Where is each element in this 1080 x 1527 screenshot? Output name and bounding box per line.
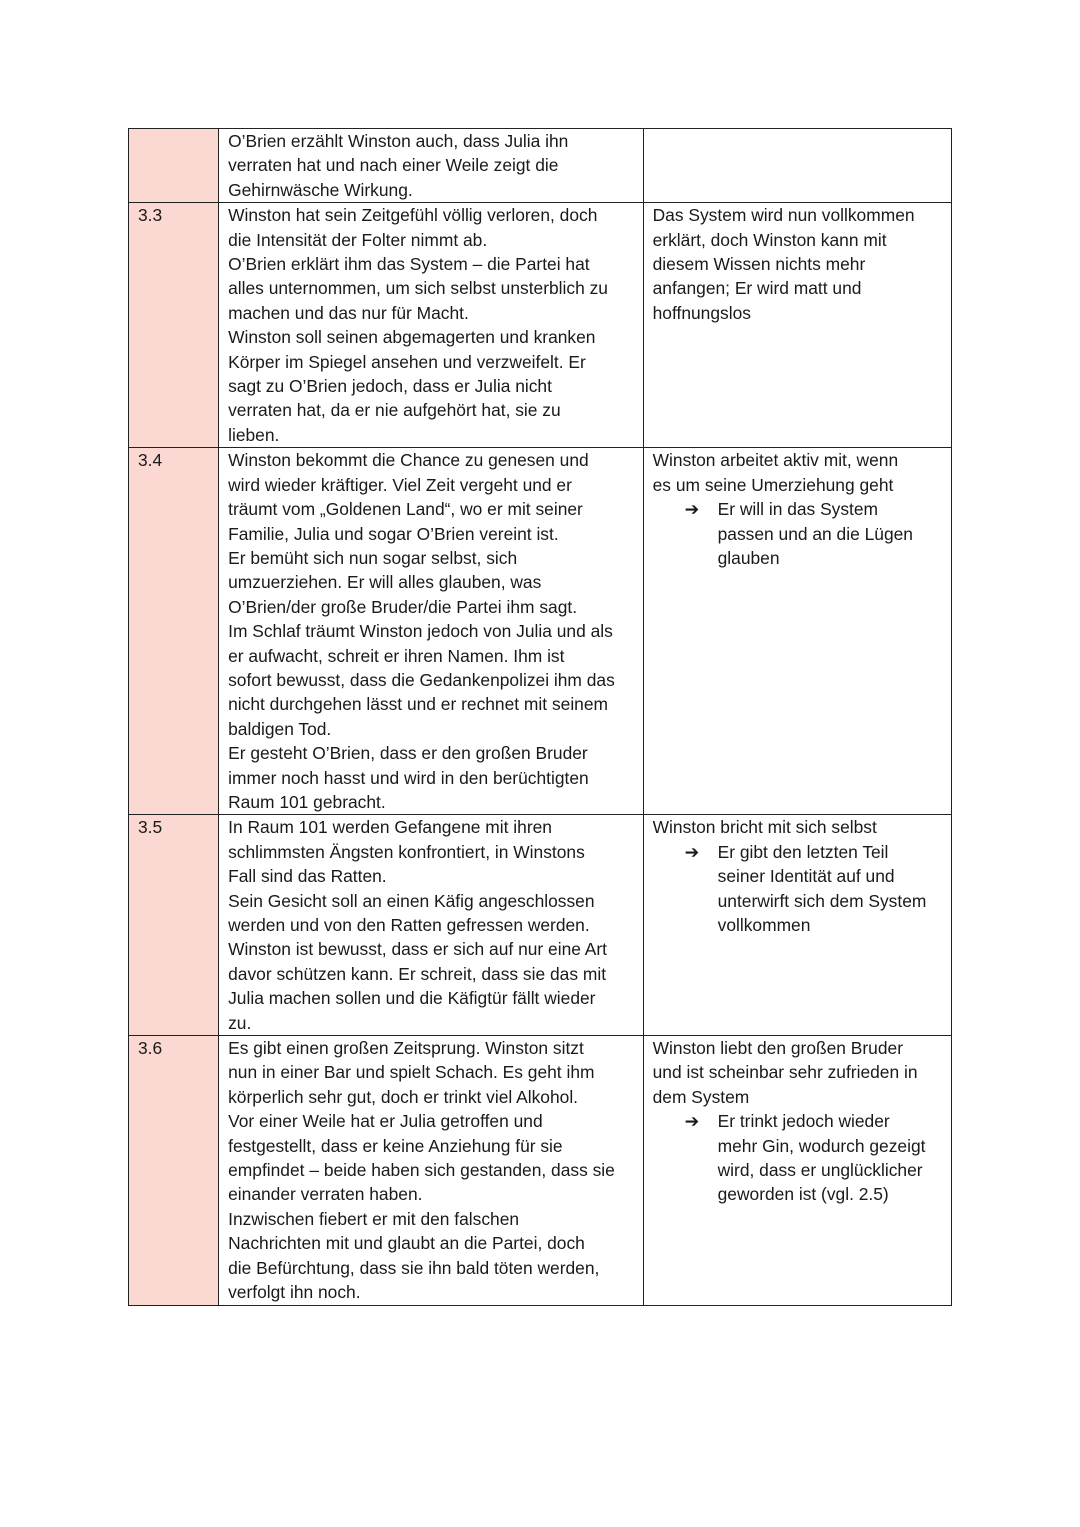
summary-line: verraten hat, da er nie aufgehört hat, sie zu (228, 400, 561, 421)
arrow-bullet-line: glauben (717, 547, 780, 568)
analysis-line: diesem Wissen nichts mehr (652, 254, 866, 275)
table-row (129, 815, 952, 1036)
chapter-number: 3.4 (138, 450, 163, 471)
arrow-bullet-line: geworden ist (vgl. 2.5) (717, 1184, 889, 1205)
analysis-line: Winston bricht mit sich selbst (652, 817, 877, 838)
summary-line: Im Schlaf träumt Winston jedoch von Julia und als (228, 621, 613, 642)
arrow-bullet-text (718, 1109, 926, 1207)
analysis-line: und ist scheinbar sehr zufrieden in (652, 1062, 918, 1083)
summary-table (128, 128, 952, 1306)
summary-line: machen und das nur für Macht. (228, 302, 469, 323)
chapter-number-cell (129, 1036, 219, 1305)
summary-line: verfolgt ihn noch. (228, 1282, 361, 1303)
summary-line: die Befürchtung, dass sie ihn bald töten werden, (228, 1257, 600, 1278)
summary-line: Raum 101 gebracht. (228, 791, 386, 812)
summary-line: Er gesteht O’Brien, dass er den großen Bruder (228, 743, 588, 764)
summary-line: davor schützen kann. Er schreit, dass sie das mit (228, 963, 607, 984)
analysis-line: erklärt, doch Winston kann mit (652, 229, 887, 250)
summary-line: Vor einer Weile hat er Julia getroffen und (228, 1111, 543, 1132)
summary-line: körperlich sehr gut, doch er trinkt viel Alkohol. (228, 1086, 579, 1107)
summary-cell (219, 448, 644, 815)
summary-line: O’Brien erklärt ihm das System – die Partei hat (228, 254, 590, 275)
arrow-bullet-line: unterwirft sich dem System (717, 890, 927, 911)
arrow-bullet-line: vollkommen (717, 915, 811, 935)
analysis-line: es um seine Umerziehung geht (652, 474, 894, 495)
summary-line: sagt zu O’Brien jedoch, dass er Julia nicht (228, 376, 552, 397)
arrow-bullet (685, 840, 943, 938)
table-row (129, 203, 952, 448)
summary-line: festgestellt, dass er keine Anziehung für sie (228, 1135, 563, 1156)
summary-line: immer noch hasst und wird in den berüchtigten (228, 767, 589, 788)
summary-line: Winston soll seinen abgemagerten und kranken (228, 327, 596, 348)
analysis-line: dem System (652, 1086, 750, 1107)
arrow-bullet-text (718, 497, 913, 570)
analysis-cell (643, 815, 951, 1036)
summary-line: Winston bekommt die Chance zu genesen und (228, 450, 589, 471)
summary-line: In Raum 101 werden Gefangene mit ihren (228, 817, 552, 838)
analysis-line: Winston arbeitet aktiv mit, wenn (652, 450, 899, 471)
chapter-number: 3.6 (138, 1038, 163, 1059)
summary-line: Er bemüht sich nun sogar selbst, sich (228, 547, 518, 568)
chapter-number: 3.5 (138, 817, 163, 838)
summary-cell (219, 815, 644, 1036)
summary-line: einander verraten haben. (228, 1184, 423, 1205)
summary-line: Familie, Julia und sogar O’Brien vereint ist. (228, 523, 559, 544)
right-arrow-icon: ➔ (684, 499, 700, 520)
summary-cell (219, 1036, 644, 1305)
summary-line: verraten hat und nach einer Weile zeigt die (228, 155, 559, 176)
summary-line: Es gibt einen großen Zeitsprung. Winston sitzt (228, 1038, 584, 1059)
chapter-number-cell (129, 448, 219, 815)
summary-line: nun in einer Bar und spielt Schach. Es geht ihm (228, 1062, 595, 1083)
summary-cell (219, 203, 644, 448)
analysis-cell (643, 1036, 951, 1305)
summary-line: wird wieder kräftiger. Viel Zeit vergeht und er (228, 474, 572, 495)
arrow-bullet-line: mehr Gin, wodurch gezeigt (717, 1135, 926, 1156)
analysis-cell (643, 203, 951, 448)
summary-line: zu. (228, 1012, 252, 1033)
summary-line: umzuerziehen. Er will alles glauben, was (228, 572, 542, 593)
chapter-number-cell (129, 815, 219, 1036)
summary-line: die Intensität der Folter nimmt ab. (228, 229, 488, 250)
summary-line: Fall sind das Ratten. (228, 866, 387, 887)
summary-line: O’Brien/der große Bruder/die Partei ihm sagt. (228, 596, 578, 617)
summary-line: sofort bewusst, dass die Gedankenpolizei ihm das (228, 669, 615, 690)
chapter-number: 3.3 (138, 205, 163, 226)
summary-line: Winston ist bewusst, dass er sich auf nur eine Art (228, 939, 608, 960)
summary-line: schlimmsten Ängsten konfrontiert, in Winstons (228, 841, 585, 862)
summary-line: lieben. (228, 424, 280, 445)
analysis-line: Winston liebt den großen Bruder (652, 1038, 903, 1059)
summary-line: er aufwacht, schreit er ihren Namen. Ihm ist (228, 645, 565, 666)
analysis-line: hoffnungslos (652, 302, 751, 323)
right-arrow-icon: ➔ (684, 841, 700, 862)
table-row (129, 1036, 952, 1305)
summary-line: baldigen Tod. (228, 718, 332, 739)
summary-line: werden und von den Ratten gefressen werden. (228, 915, 590, 935)
summary-line: nicht durchgehen lässt und er rechnet mit seinem (228, 694, 609, 715)
summary-line: Winston hat sein Zeitgefühl völlig verloren, doch (228, 205, 598, 226)
table-body (129, 129, 952, 1306)
summary-line: Nachrichten mit und glaubt an die Partei, doch (228, 1233, 585, 1254)
table-row (129, 448, 952, 815)
summary-line: Gehirnwäsche Wirkung. (228, 179, 413, 200)
chapter-number-cell (129, 203, 219, 448)
summary-line: Körper im Spiegel ansehen und verzweifelt. Er (228, 351, 586, 372)
analysis-line: anfangen; Er wird matt und (652, 278, 862, 299)
table-row (129, 129, 952, 203)
arrow-bullet-line: Er trinkt jedoch wieder (717, 1111, 890, 1132)
summary-line: Inzwischen fiebert er mit den falschen (228, 1208, 520, 1229)
summary-line: empfindet – beide haben sich gestanden, dass sie (228, 1160, 615, 1181)
summary-line: Julia machen sollen und die Käfigtür fällt wieder (228, 988, 596, 1009)
arrow-bullet-line: Er gibt den letzten Teil (717, 841, 889, 862)
right-arrow-icon: ➔ (684, 1111, 700, 1132)
arrow-bullet-line: passen und an die Lügen (717, 523, 913, 544)
analysis-cell (643, 448, 951, 815)
summary-line: träumt vom „Goldenen Land“, wo er mit seiner (228, 499, 583, 520)
arrow-bullet (685, 497, 943, 570)
arrow-bullet-line: seiner Identität auf und (717, 866, 895, 887)
arrow-bullet (685, 1109, 943, 1207)
arrow-bullet-line: Er will in das System (717, 499, 879, 520)
chapter-number-cell (129, 129, 219, 203)
summary-line: Sein Gesicht soll an einen Käfig angeschlossen (228, 890, 595, 911)
analysis-line: Das System wird nun vollkommen (652, 205, 915, 226)
summary-line: O’Brien erzählt Winston auch, dass Julia ihn (228, 131, 569, 151)
analysis-cell (643, 129, 951, 203)
summary-line: alles unternommen, um sich selbst unsterblich zu (228, 278, 608, 299)
arrow-bullet-line: wird, dass er unglücklicher (717, 1160, 923, 1181)
summary-cell (219, 129, 644, 203)
arrow-bullet-text (718, 840, 927, 938)
